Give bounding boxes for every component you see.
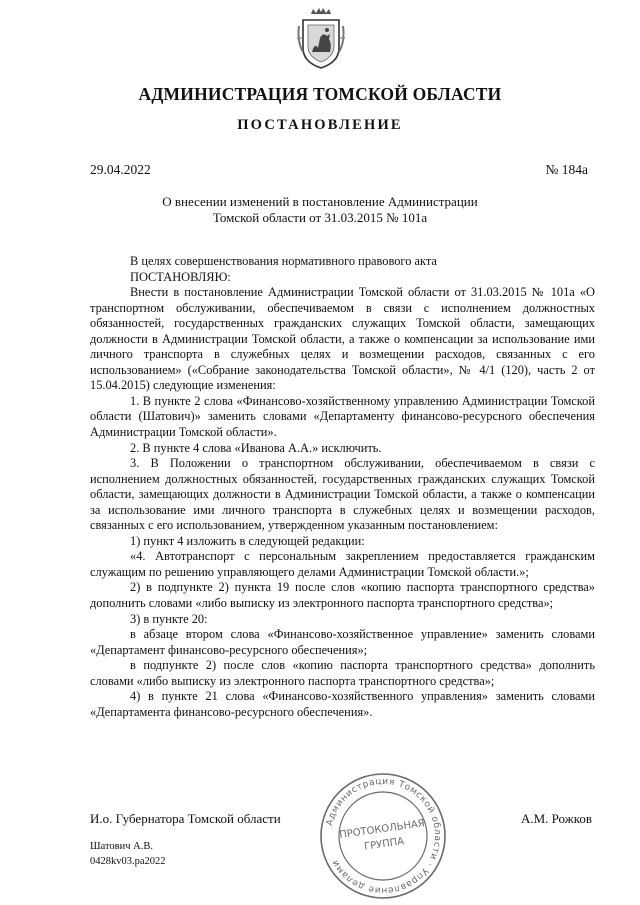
- executor-name: Шатович А.В.: [90, 841, 153, 852]
- subitem-2: 2) в подпункте 2) пункта 19 после слов «копию паспорта транспортного средства» дополнить словами «либо выписку из электронного паспорта транспортного средства»;: [90, 580, 595, 611]
- subitem-3-b: в подпункте 2) после слов «копию паспорта транспортного средства» дополнить словами «либо выписку из электронного паспорта транспортного средства»;: [90, 658, 595, 688]
- document-body: [90, 254, 595, 720]
- subitem-4: 4) в пункте 21 слова «Финансово-хозяйственного управления» заменить словами «Департамента финансово-ресурсного обеспечения».: [90, 689, 595, 719]
- stamp-ring-text: Администрация Томской области · Управление делами: [325, 776, 443, 896]
- organization-title: АДМИНИСТРАЦИЯ ТОМСКОЙ ОБЛАСТИ: [138, 84, 502, 104]
- document-type: ПОСТАНОВЛЕНИЕ: [237, 117, 403, 133]
- stamp-line-1: ПРОТОКОЛЬНАЯ: [338, 818, 426, 841]
- subject-line-2: Томской области от 31.03.2015 № 101а: [212, 210, 428, 225]
- decree-word: ПОСТАНОВЛЯЮ:: [130, 269, 231, 284]
- subject-line-1: О внесении изменений в постановление Администрации: [162, 194, 478, 209]
- intro-paragraph: В целях совершенствования нормативного правового акта: [130, 254, 437, 268]
- document-number: № 184а: [545, 162, 588, 177]
- item-1: 1. В пункте 2 слова «Финансово-хозяйственному управлению Администрации Томской области (Шатович)» заменить словами «Департаменту финансово-ресурсного обеспечения Администрации Томской области».: [90, 393, 595, 440]
- subitem-1-quote: «4. Автотранспорт с персональным закреплением предоставляется гражданским служащим по решению управляющего делами Администрации Томской области.»;: [90, 549, 595, 579]
- file-reference: 0428kv03.pa2022: [90, 856, 166, 867]
- document-subject: [150, 194, 490, 226]
- stamp-line-2: ГРУППА: [363, 836, 405, 853]
- subitem-3: 3) в пункте 20:: [130, 611, 208, 626]
- subitem-1: 1) пункт 4 изложить в следующей редакции:: [130, 533, 365, 548]
- executor-info: [90, 839, 166, 869]
- signatory-name: А.М. Рожков: [520, 811, 592, 826]
- official-stamp: [318, 771, 448, 901]
- tomsk-coat-of-arms-icon: [297, 8, 345, 70]
- item-3: 3. В Положении о транспортном обслуживании, обеспечиваемом в связи с исполнением должностных обязанностей, государственных гражданских служащих Томской области, замещающих должности в Администрации Томской области, а также о компенсации за использование ими личного транспорта в служебных целях и возмещении расходов, связанных с его использованием, утвержденном указанным постановлением:: [90, 456, 595, 533]
- signatory-position: И.о. Губернатора Томской области: [90, 811, 281, 826]
- document-date: 29.04.2022: [90, 162, 151, 177]
- item-2: 2. В пункте 4 слова «Иванова А.А.» исключить.: [130, 440, 382, 455]
- subitem-3-a: в абзаце втором слова «Финансово-хозяйственное управление» заменить словами «Департамент финансово-ресурсного обеспечения»;: [90, 627, 595, 657]
- main-paragraph: Внести в постановление Администрации Томской области от 31.03.2015 № 101а «О транспортном обслуживании, обеспечиваемом в связи с исполнением должностных обязанностей, государственных гражданских служащих Томской области, замещающих должности в Администрации Томской области, а также о компенсации за использование ими личного транспорта в служебных целях и возмещении расходов, связанных с его использованием» («Собрание законодательства Томской области», № 4/1 (120), часть 2 от 15.04.2015) следующие изменения:: [90, 285, 595, 393]
